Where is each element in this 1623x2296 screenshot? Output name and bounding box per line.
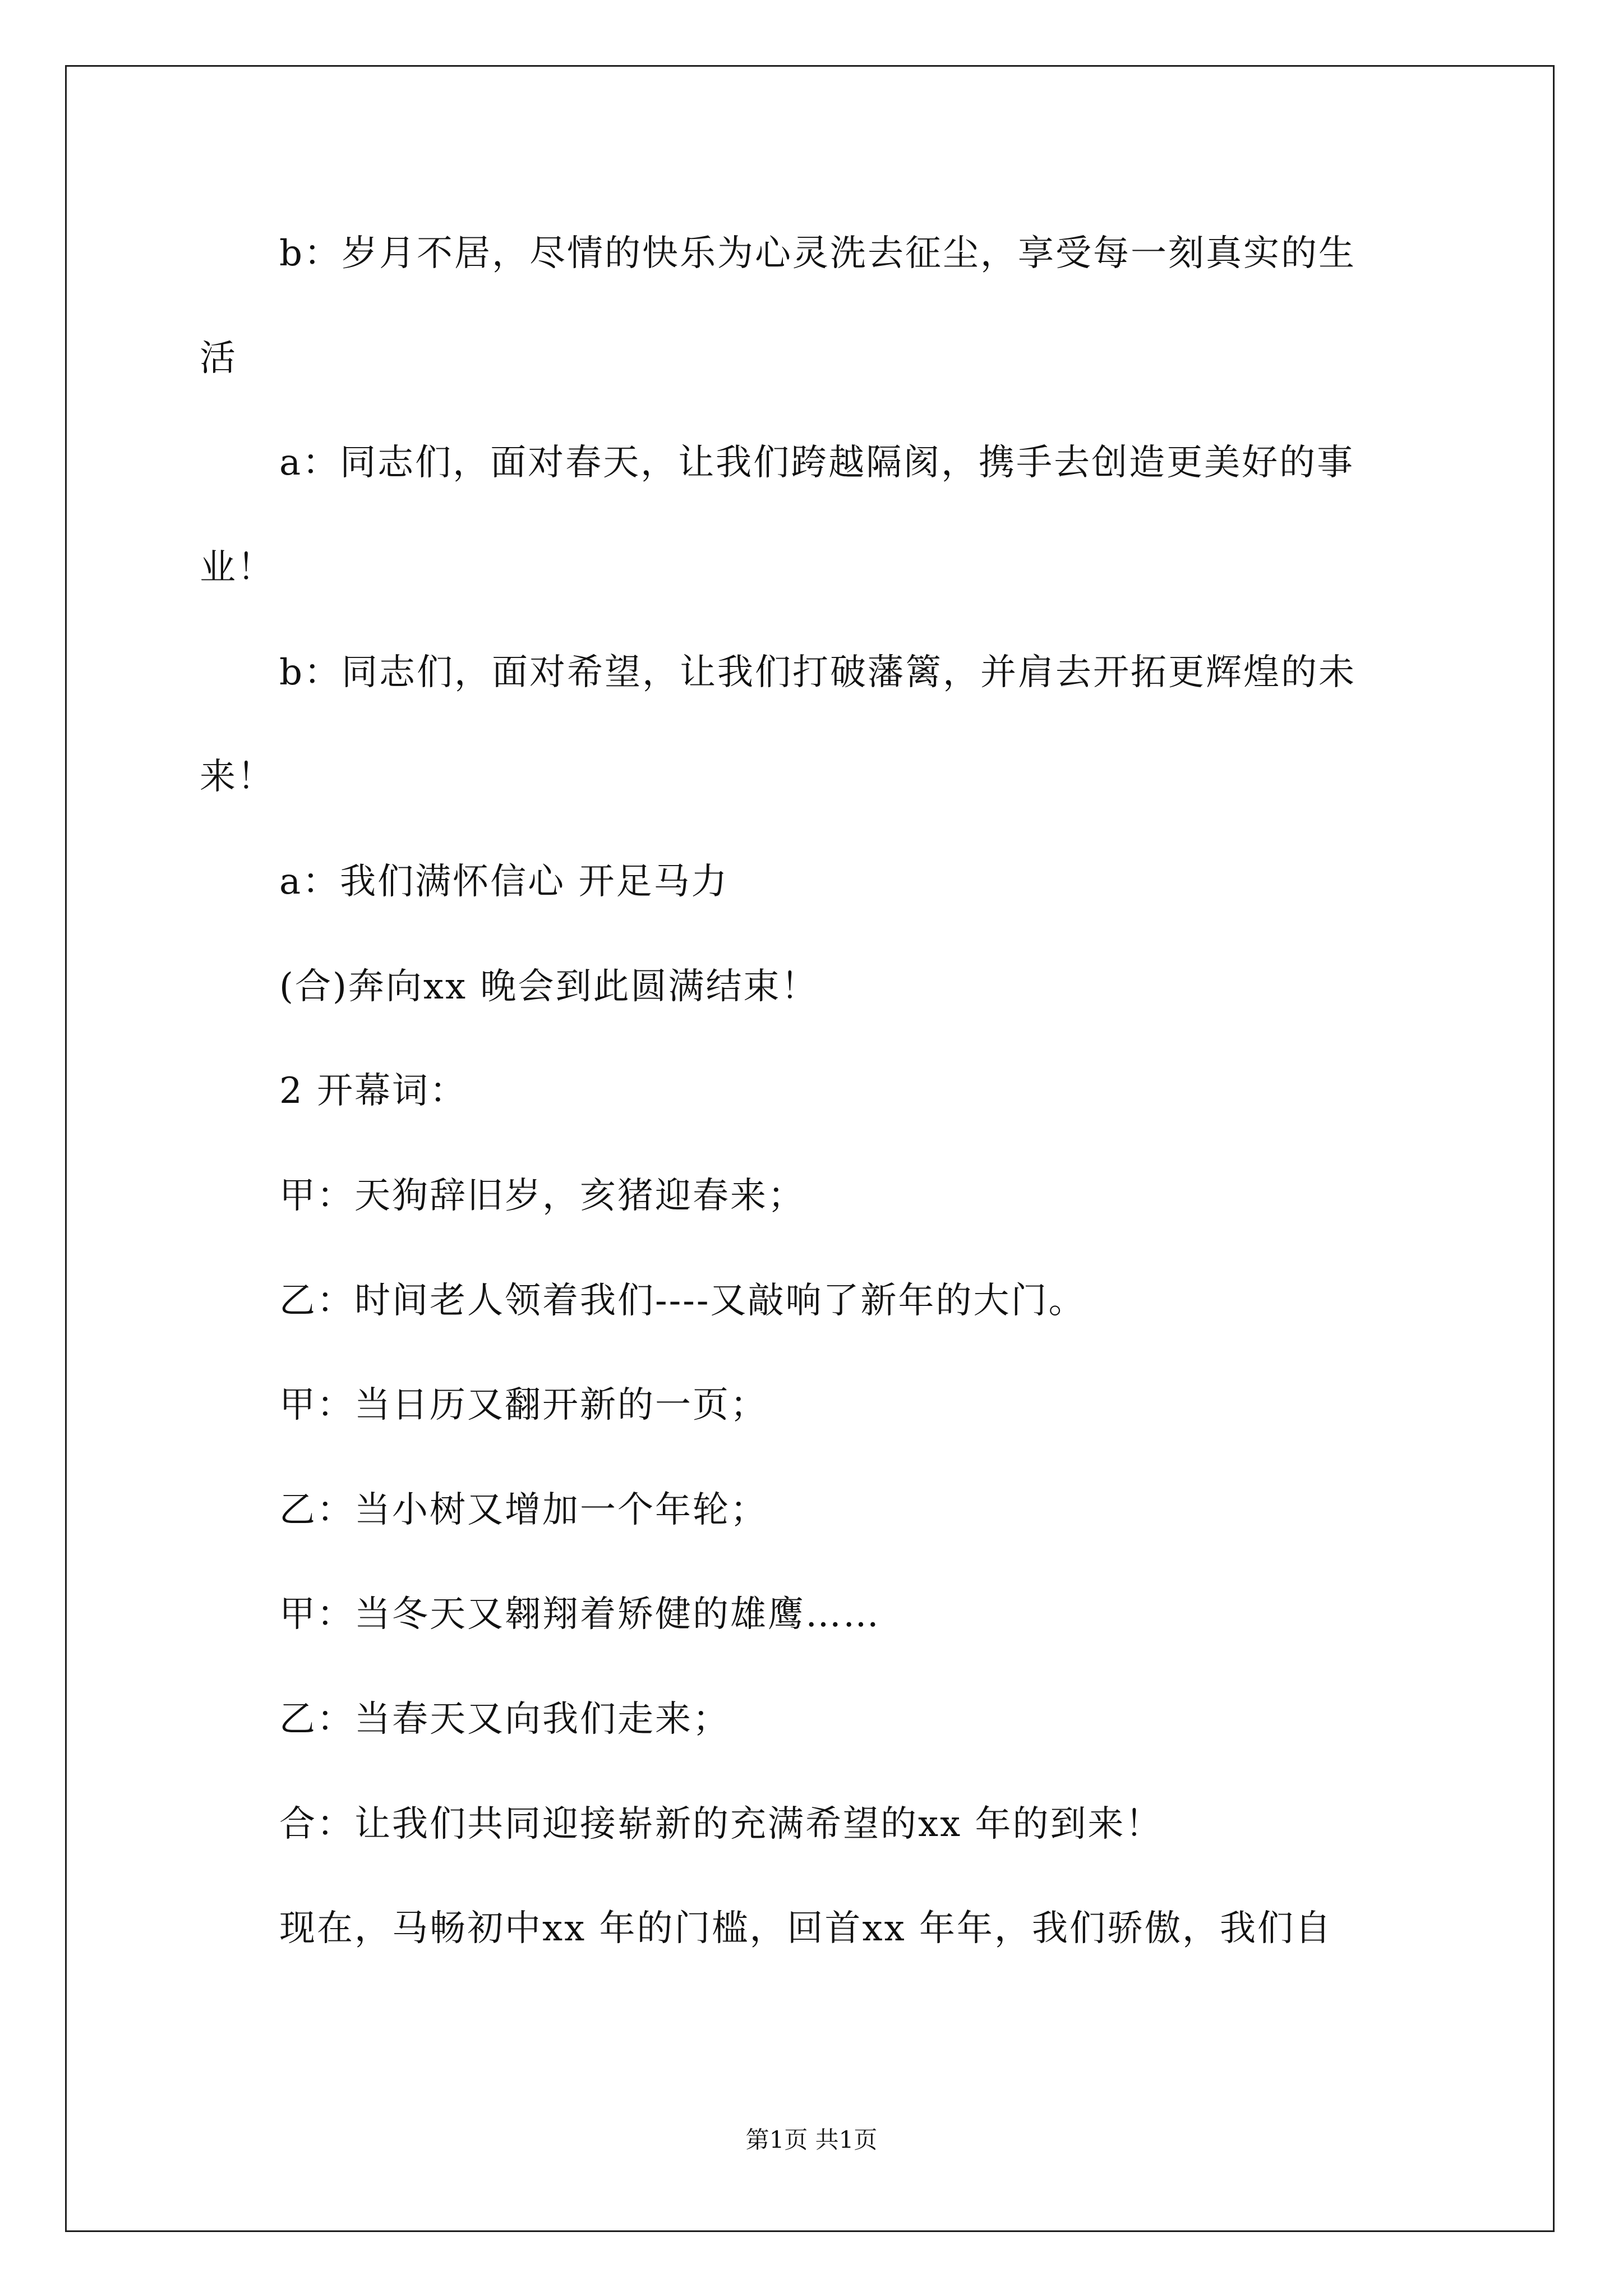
- text-line: 甲：当日历又翻开新的一页；: [279, 1384, 768, 1426]
- text-line: 来！: [200, 756, 275, 798]
- text-line: 乙：时间老人领着我们----又敲响了新年的大门。: [279, 1280, 1086, 1322]
- text-line: 乙：当小树又增加一个年轮；: [279, 1489, 768, 1531]
- text-line: 现在，马畅初中xx 年的门槛，回首xx 年年，我们骄傲，我们自: [279, 1908, 1333, 1949]
- text-line: 活: [200, 338, 237, 379]
- text-line: b：岁月不居，尽情的快乐为心灵洗去征尘，享受每一刻真实的生: [279, 233, 1356, 274]
- text-line: 甲：天狗辞旧岁，亥猪迎春来；: [279, 1175, 805, 1217]
- text-line: 2 开幕词：: [279, 1070, 468, 1112]
- text-line: 乙：当春天又向我们走来；: [279, 1699, 730, 1740]
- text-line: 甲：当冬天又翱翔着矫健的雄鹰……: [279, 1594, 880, 1635]
- text-line: 业！: [200, 547, 275, 588]
- page-footer: 第1页 共1页: [745, 2126, 878, 2154]
- text-line: 合：让我们共同迎接崭新的充满希望的xx 年的到来！: [279, 1803, 1163, 1845]
- text-line: a：同志们，面对春天，让我们跨越隔阂，携手去创造更美好的事: [279, 442, 1355, 484]
- text-line: b：同志们，面对希望，让我们打破藩篱，并肩去开拓更辉煌的未: [279, 652, 1356, 693]
- text-line: a：我们满怀信心 开足马力: [279, 861, 729, 903]
- text-line: (合)奔向xx 晚会到此圆满结束！: [279, 966, 819, 1007]
